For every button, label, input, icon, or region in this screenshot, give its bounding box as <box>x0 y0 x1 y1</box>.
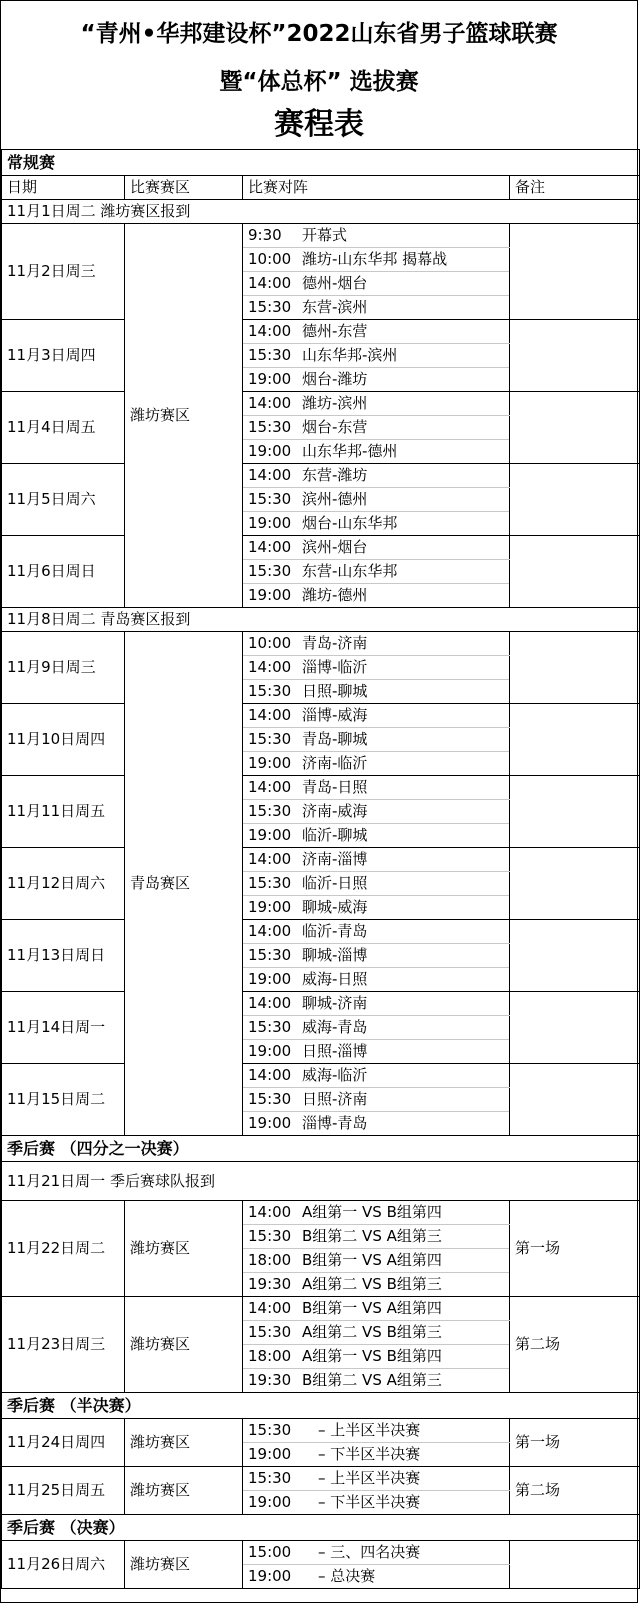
match-cell <box>243 752 510 776</box>
match-cell <box>243 1565 510 1589</box>
match-cell <box>243 1249 510 1273</box>
date-cell: 11月24日周四 <box>2 1419 125 1467</box>
match-cell <box>243 1443 510 1467</box>
match-time: 14:00 <box>248 466 292 484</box>
match-cell <box>243 560 510 584</box>
section-row <box>2 1393 640 1419</box>
match-teams: A组第二 VS B组第三 <box>302 1323 442 1341</box>
match-time: 15:30 <box>248 730 292 748</box>
title-line-2: 暨“体总杯” 选拔赛 <box>219 69 419 95</box>
note-cell <box>510 464 640 536</box>
date-cell: 11月22日周二 <box>2 1201 125 1297</box>
section-row <box>2 1136 640 1162</box>
match-time: 14:00 <box>248 658 292 676</box>
match-teams: 烟台-潍坊 <box>302 370 368 388</box>
date-cell: 11月15日周二 <box>2 1064 125 1136</box>
date-cell: 11月2日周三 <box>2 224 125 320</box>
match-teams: B组第二 VS A组第三 <box>302 1371 442 1389</box>
match-cell <box>243 1419 510 1443</box>
note-cell <box>510 992 640 1064</box>
match-teams: 青岛-日照 <box>302 778 368 796</box>
note-cell <box>510 848 640 920</box>
column-header: 备注 <box>510 176 640 200</box>
match-cell <box>243 1541 510 1565</box>
report-cell: 11月1日周二 潍坊赛区报到 <box>2 200 640 224</box>
match-teams: B组第一 VS A组第四 <box>302 1299 442 1317</box>
match-time: 15:30 <box>248 1090 292 1108</box>
match-time: 10:00 <box>248 250 292 268</box>
match-teams: 青岛-济南 <box>302 634 368 652</box>
match-teams: 济南-临沂 <box>302 754 368 772</box>
match-teams: 开幕式 <box>302 226 348 244</box>
match-teams: 聊城-淄博 <box>302 946 368 964</box>
match-time: 19:00 <box>248 370 292 388</box>
match-time: 15:30 <box>248 1421 292 1439</box>
match-cell <box>243 680 510 704</box>
match-time: 14:00 <box>248 850 292 868</box>
table-row <box>2 920 640 944</box>
match-time: 19:00 <box>248 826 292 844</box>
match-teams: 临沂-日照 <box>302 874 368 892</box>
match-cell <box>243 416 510 440</box>
match-teams: 威海-青岛 <box>302 1018 368 1036</box>
match-teams: 德州-烟台 <box>302 274 368 292</box>
note-cell <box>510 1064 640 1136</box>
match-teams: B组第二 VS A组第三 <box>302 1227 442 1245</box>
date-cell: 11月5日周六 <box>2 464 125 536</box>
report-row <box>2 608 640 632</box>
match-teams: 东营-滨州 <box>302 298 368 316</box>
match-teams: B组第一 VS A组第四 <box>302 1251 442 1269</box>
match-teams: 济南-淄博 <box>302 850 368 868</box>
match-time: 15:30 <box>248 346 292 364</box>
match-time: 14:00 <box>248 994 292 1012</box>
match-time: 14:00 <box>248 1203 292 1221</box>
match-teams: 潍坊-德州 <box>302 586 368 604</box>
match-teams: 日照-淄博 <box>302 1042 368 1060</box>
match-teams: 山东华邦-德州 <box>302 442 398 460</box>
note-cell: 第一场 <box>510 1419 640 1467</box>
match-time: 19:00 <box>248 442 292 460</box>
match-teams: – 下半区半决赛 <box>318 1445 421 1463</box>
match-cell <box>243 368 510 392</box>
match-cell <box>243 1201 510 1225</box>
table-row <box>2 1064 640 1088</box>
match-cell <box>243 1491 510 1515</box>
venue-cell: 潍坊赛区 <box>125 1297 243 1393</box>
match-teams: A组第一 VS B组第四 <box>302 1347 442 1365</box>
match-teams: – 下半区半决赛 <box>318 1493 421 1511</box>
match-cell <box>243 824 510 848</box>
match-time: 14:00 <box>248 922 292 940</box>
note-cell <box>510 776 640 848</box>
match-time: 19:30 <box>248 1275 292 1293</box>
match-time: 15:30 <box>248 298 292 316</box>
match-cell <box>243 992 510 1016</box>
match-cell <box>243 1297 510 1321</box>
note-cell: 第一场 <box>510 1201 640 1297</box>
title-line-1: “青州•华邦建设杯”2022山东省男子篮球联赛 <box>80 21 558 47</box>
date-cell: 11月12日周六 <box>2 848 125 920</box>
match-time: 14:00 <box>248 274 292 292</box>
section-title: 季后赛 （半决赛） <box>2 1393 640 1419</box>
match-teams: 临沂-聊城 <box>302 826 368 844</box>
match-time: 15:30 <box>248 1227 292 1245</box>
match-time: 19:00 <box>248 1042 292 1060</box>
match-time: 19:00 <box>248 970 292 988</box>
match-cell <box>243 1369 510 1393</box>
match-cell <box>243 1016 510 1040</box>
match-time: 15:30 <box>248 682 292 700</box>
section-row <box>2 150 640 176</box>
section-title: 季后赛 （决赛） <box>2 1515 640 1541</box>
match-teams: 临沂-青岛 <box>302 922 368 940</box>
match-time: 15:30 <box>248 874 292 892</box>
column-header: 比赛赛区 <box>125 176 243 200</box>
match-time: 14:00 <box>248 322 292 340</box>
match-time: 18:00 <box>248 1347 292 1365</box>
match-teams: 淄博-青岛 <box>302 1114 368 1132</box>
match-teams: 烟台-东营 <box>302 418 368 436</box>
match-cell <box>243 656 510 680</box>
note-cell <box>510 392 640 464</box>
date-cell: 11月13日周日 <box>2 920 125 992</box>
venue-cell: 潍坊赛区 <box>125 1201 243 1297</box>
match-teams: A组第二 VS B组第三 <box>302 1275 442 1293</box>
match-time: 15:00 <box>248 1543 292 1561</box>
table-row <box>2 1467 640 1491</box>
match-cell <box>243 1040 510 1064</box>
match-time: 14:00 <box>248 1066 292 1084</box>
report-row <box>2 200 640 224</box>
report-cell: 11月21日周一 季后赛球队报到 <box>2 1162 640 1201</box>
match-cell <box>243 320 510 344</box>
table-row <box>2 1201 640 1225</box>
match-cell <box>243 1225 510 1249</box>
match-cell <box>243 440 510 464</box>
note-cell <box>510 704 640 776</box>
date-cell: 11月9日周三 <box>2 632 125 704</box>
note-cell <box>510 224 640 320</box>
match-teams: – 总决赛 <box>318 1567 376 1585</box>
column-header: 日期 <box>2 176 125 200</box>
match-time: 15:30 <box>248 1323 292 1341</box>
date-cell: 11月10日周四 <box>2 704 125 776</box>
match-cell <box>243 488 510 512</box>
table-row <box>2 536 640 560</box>
match-teams: 淄博-威海 <box>302 706 368 724</box>
match-cell <box>243 536 510 560</box>
table-row <box>2 1541 640 1565</box>
date-cell: 11月11日周五 <box>2 776 125 848</box>
match-cell <box>243 704 510 728</box>
match-time: 19:00 <box>248 1114 292 1132</box>
match-time: 19:00 <box>248 586 292 604</box>
match-time: 14:00 <box>248 538 292 556</box>
match-cell <box>243 584 510 608</box>
match-teams: 济南-威海 <box>302 802 368 820</box>
table-row <box>2 1419 640 1443</box>
column-header: 比赛对阵 <box>243 176 510 200</box>
match-cell <box>243 776 510 800</box>
match-time: 14:00 <box>248 394 292 412</box>
match-time: 14:00 <box>248 706 292 724</box>
match-teams: 烟台-山东华邦 <box>302 514 398 532</box>
match-time: 14:00 <box>248 778 292 796</box>
schedule-table <box>1 149 640 1589</box>
section-title: 常规赛 <box>2 150 640 176</box>
match-cell <box>243 632 510 656</box>
match-time: 18:00 <box>248 1251 292 1269</box>
match-cell <box>243 296 510 320</box>
title-line-3: 赛程表 <box>274 107 364 142</box>
match-teams: 日照-济南 <box>302 1090 368 1108</box>
match-cell <box>243 872 510 896</box>
venue-cell: 潍坊赛区 <box>125 224 243 608</box>
table-row <box>2 1297 640 1321</box>
note-cell <box>510 536 640 608</box>
match-time: 10:00 <box>248 634 292 652</box>
match-time: 19:00 <box>248 514 292 532</box>
note-cell <box>510 320 640 392</box>
match-time: 19:00 <box>248 898 292 916</box>
table-row <box>2 632 640 656</box>
match-cell <box>243 224 510 248</box>
match-cell <box>243 968 510 992</box>
match-cell <box>243 920 510 944</box>
match-time: 15:30 <box>248 562 292 580</box>
match-teams: 东营-潍坊 <box>302 466 368 484</box>
match-teams: 聊城-济南 <box>302 994 368 1012</box>
venue-cell: 潍坊赛区 <box>125 1541 243 1589</box>
match-teams: 山东华邦-滨州 <box>302 346 398 364</box>
report-row <box>2 1162 640 1201</box>
date-cell: 11月4日周五 <box>2 392 125 464</box>
match-time: 15:30 <box>248 418 292 436</box>
match-teams: 淄博-临沂 <box>302 658 368 676</box>
table-row <box>2 848 640 872</box>
match-teams: A组第一 VS B组第四 <box>302 1203 442 1221</box>
note-cell: 第二场 <box>510 1297 640 1393</box>
match-cell <box>243 896 510 920</box>
match-teams: 潍坊-滨州 <box>302 394 368 412</box>
match-teams: 滨州-烟台 <box>302 538 368 556</box>
match-time: 19:30 <box>248 1371 292 1389</box>
header-row <box>2 176 640 200</box>
note-cell <box>510 632 640 704</box>
match-teams: 威海-临沂 <box>302 1066 368 1084</box>
table-row <box>2 392 640 416</box>
match-cell <box>243 464 510 488</box>
table-row <box>2 992 640 1016</box>
table-row <box>2 320 640 344</box>
match-time: 15:30 <box>248 946 292 964</box>
match-time: 15:30 <box>248 490 292 508</box>
match-teams: 日照-聊城 <box>302 682 368 700</box>
date-cell: 11月6日周日 <box>2 536 125 608</box>
match-cell <box>243 512 510 536</box>
match-cell <box>243 848 510 872</box>
match-cell <box>243 248 510 272</box>
match-cell <box>243 1345 510 1369</box>
date-cell: 11月14日周一 <box>2 992 125 1064</box>
match-cell <box>243 1088 510 1112</box>
section-title: 季后赛 （四分之一决赛） <box>2 1136 640 1162</box>
match-cell <box>243 392 510 416</box>
match-time: 19:00 <box>248 1493 292 1511</box>
match-time: 19:00 <box>248 754 292 772</box>
match-cell <box>243 1321 510 1345</box>
match-time: 9:30 <box>248 226 282 244</box>
match-time: 15:30 <box>248 1469 292 1487</box>
match-cell <box>243 800 510 824</box>
note-cell <box>510 920 640 992</box>
date-cell: 11月25日周五 <box>2 1467 125 1515</box>
match-teams: 东营-山东华邦 <box>302 562 398 580</box>
match-teams: 潍坊-山东华邦 揭幕战 <box>302 250 448 268</box>
table-row <box>2 704 640 728</box>
match-cell <box>243 1064 510 1088</box>
match-teams: – 三、四名决赛 <box>318 1543 421 1561</box>
match-cell <box>243 344 510 368</box>
note-cell: 第二场 <box>510 1467 640 1515</box>
venue-cell: 潍坊赛区 <box>125 1467 243 1515</box>
table-row <box>2 464 640 488</box>
match-time: 15:30 <box>248 1018 292 1036</box>
match-teams: – 上半区半决赛 <box>318 1469 421 1487</box>
table-row <box>2 224 640 248</box>
section-row <box>2 1515 640 1541</box>
venue-cell: 青岛赛区 <box>125 632 243 1136</box>
match-teams: 威海-日照 <box>302 970 368 988</box>
date-cell: 11月3日周四 <box>2 320 125 392</box>
match-cell <box>243 272 510 296</box>
note-cell <box>510 1541 640 1589</box>
match-teams: 聊城-威海 <box>302 898 368 916</box>
match-cell <box>243 1112 510 1136</box>
match-cell <box>243 1273 510 1297</box>
match-teams: 青岛-聊城 <box>302 730 368 748</box>
table-row <box>2 776 640 800</box>
match-cell <box>243 728 510 752</box>
match-cell <box>243 944 510 968</box>
date-cell: 11月26日周六 <box>2 1541 125 1589</box>
report-cell: 11月8日周二 青岛赛区报到 <box>2 608 640 632</box>
date-cell: 11月23日周三 <box>2 1297 125 1393</box>
match-time: 14:00 <box>248 1299 292 1317</box>
match-teams: 德州-东营 <box>302 322 368 340</box>
match-time: 19:00 <box>248 1445 292 1463</box>
match-teams: – 上半区半决赛 <box>318 1421 421 1439</box>
match-teams: 滨州-德州 <box>302 490 368 508</box>
match-time: 15:30 <box>248 802 292 820</box>
match-cell <box>243 1467 510 1491</box>
venue-cell: 潍坊赛区 <box>125 1419 243 1467</box>
match-time: 19:00 <box>248 1567 292 1585</box>
